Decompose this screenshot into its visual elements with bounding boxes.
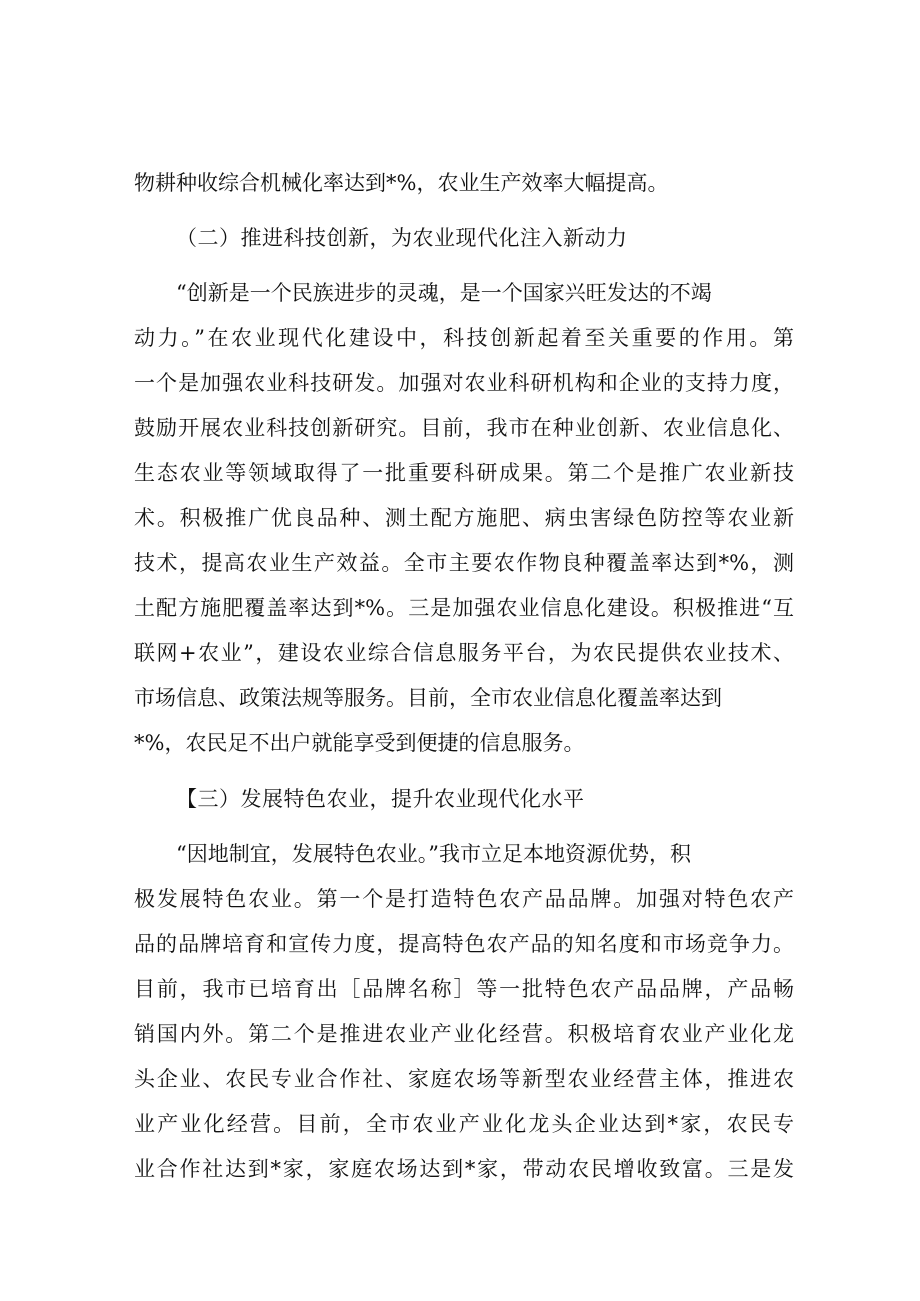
paragraph-line: 生态农业等领域取得了一批重要科研成果。第二个是推广农业新技 bbox=[134, 461, 794, 485]
paragraph-line: “因地制宜，发展特色农业。”我市立足本地资源优势，积 bbox=[176, 842, 691, 866]
paragraph-line: 物耕种收综合机械化率达到*%，农业生产效率大幅提高。 bbox=[134, 171, 669, 195]
paragraph-line: 联网+农业”，建设农业综合信息服务平台，为农民提供农业技术、 bbox=[134, 641, 794, 665]
section-heading-3: 【三）发展特色农业，提升农业现代化水平 bbox=[176, 787, 585, 811]
paragraph-line: *%，农民足不出户就能享受到便捷的信息服务。 bbox=[134, 731, 585, 755]
paragraph-line: 市场信息、政策法规等服务。目前，全市农业信息化覆盖率达到 bbox=[134, 686, 722, 710]
paragraph-line: 极发展特色农业。第一个是打造特色农产品品牌。加强对特色农产 bbox=[134, 887, 794, 911]
paragraph-line: 动力。”在农业现代化建设中，科技创新起着至关重要的作用。第 bbox=[134, 326, 794, 350]
paragraph-line: 鼓励开展农业科技创新研究。目前，我市在种业创新、农业信息化、 bbox=[134, 416, 794, 440]
paragraph-line: 术。积极推广优良品种、测土配方施肥、病虫害绿色防控等农业新 bbox=[134, 506, 794, 530]
section-heading-2: （二）推进科技创新，为农业现代化注入新动力 bbox=[176, 226, 628, 250]
paragraph-line: 销国内外。第二个是推进农业产业化经营。积极培育农业产业化龙 bbox=[134, 1022, 794, 1046]
paragraph-line: 一个是加强农业科技研发。加强对农业科研机构和企业的支持力度， bbox=[134, 371, 794, 395]
paragraph-line: “创新是一个民族进步的灵魂，是一个国家兴旺发达的不竭 bbox=[176, 281, 712, 305]
paragraph-line: 业合作社达到*家，家庭农场达到*家，带动农民增收致富。三是发 bbox=[134, 1157, 794, 1181]
paragraph-line: 头企业、农民专业合作社、家庭农场等新型农业经营主体，推进农 bbox=[134, 1067, 794, 1091]
paragraph-line: 目前，我市已培育出［品牌名称］等一批特色农产品品牌，产品畅 bbox=[134, 977, 794, 1001]
paragraph-line: 业产业化经营。目前，全市农业产业化龙头企业达到*家，农民专 bbox=[134, 1112, 794, 1136]
paragraph-line: 土配方施肥覆盖率达到*%。三是加强农业信息化建设。积极推进“互 bbox=[134, 596, 794, 620]
paragraph-line: 品的品牌培育和宣传力度，提高特色农产品的知名度和市场竞争力。 bbox=[134, 932, 794, 956]
paragraph-line: 技术，提高农业生产效益。全市主要农作物良种覆盖率达到*%，测 bbox=[134, 551, 794, 575]
